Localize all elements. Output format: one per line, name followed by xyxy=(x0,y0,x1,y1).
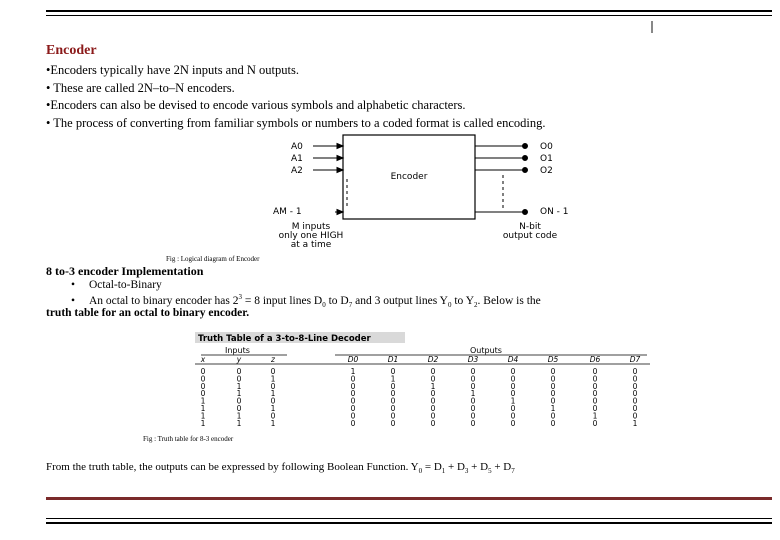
table-cell: 1 xyxy=(236,418,242,427)
paragraph-subscript: 0 xyxy=(418,467,423,476)
table-cell: 0 xyxy=(470,381,476,391)
section-item-1 xyxy=(71,279,162,291)
bullet-list xyxy=(46,62,546,132)
table-cell: 0 xyxy=(390,389,396,399)
table-cell: 0 xyxy=(550,396,556,406)
table-header-cell: D2 xyxy=(427,355,439,364)
section-title: 8 to-3 encoder Implementation xyxy=(46,264,204,278)
table-cell: 0 xyxy=(430,404,436,413)
table-cell: 0 xyxy=(390,411,396,421)
paragraph-subscript: 5 xyxy=(488,467,492,476)
table-cell: 0 xyxy=(592,418,598,427)
table-cell: 0 xyxy=(270,396,276,406)
input-label-am1: AM - 1 xyxy=(273,207,302,217)
table-header-cell: D1 xyxy=(387,355,399,364)
output-label-o2: O2 xyxy=(540,166,553,176)
item2-text: to Y xyxy=(451,294,475,307)
table-cell: 0 xyxy=(430,389,436,399)
table-cell: 0 xyxy=(470,418,476,427)
table-cell: 0 xyxy=(470,404,476,413)
table-group-outputs: Outputs xyxy=(470,346,502,355)
item2-text: to D xyxy=(325,294,349,307)
table-cell: 0 xyxy=(550,367,556,376)
table-cell: 0 xyxy=(390,381,396,391)
table-header-cell: D4 xyxy=(507,355,519,364)
table-cell: 1 xyxy=(236,411,242,421)
table-cell: 0 xyxy=(550,381,556,391)
table-cell: 0 xyxy=(470,411,476,421)
section-item-1-text: Octal-to-Binary xyxy=(89,279,162,291)
table-cell: 0 xyxy=(592,374,598,384)
figure1-caption: Fig : Logical diagram of Encoder xyxy=(166,255,260,263)
table-cell: 0 xyxy=(510,374,516,384)
table-cell: 0 xyxy=(470,367,476,376)
bottom-rule-thin xyxy=(46,518,772,519)
table-cell: 0 xyxy=(592,389,598,399)
paragraph-text: + D xyxy=(445,461,465,473)
item2-text: An octal to binary encoder has 2 xyxy=(89,294,239,307)
table-cell: 0 xyxy=(510,418,516,427)
table-cell: 0 xyxy=(592,404,598,413)
table-cell: 0 xyxy=(200,374,206,384)
table-cell: 0 xyxy=(632,389,638,399)
paragraph-text: + D xyxy=(468,461,489,473)
output-label-o1: O1 xyxy=(540,154,553,164)
table-cell: 0 xyxy=(550,411,556,421)
output-label-o0: O0 xyxy=(540,142,553,152)
top-rule-thin xyxy=(46,15,772,16)
table-cell: 1 xyxy=(200,411,206,421)
table-cell: 0 xyxy=(592,381,598,391)
input-label-a2: A2 xyxy=(291,166,303,176)
item2-subscript: 2 xyxy=(474,301,478,310)
table-cell: 0 xyxy=(510,404,516,413)
table-header-cell: D3 xyxy=(467,355,479,364)
table-cell: 1 xyxy=(270,389,276,399)
table-header-cell: y xyxy=(236,355,242,364)
paragraph-subscript: 3 xyxy=(464,467,469,476)
bullet-item: •Encoders can also be devised to encode various symbols and alphabetic characters. xyxy=(46,98,466,112)
table-cell: 0 xyxy=(270,381,276,391)
item2-text: . Below is the xyxy=(477,294,541,307)
table-cell: 0 xyxy=(632,396,638,406)
table-header-cell: D6 xyxy=(589,355,601,364)
table-cell: 0 xyxy=(200,381,206,391)
top-rule-thick xyxy=(46,10,772,12)
item2-text: = 8 input lines D xyxy=(241,294,323,307)
table-cell: 1 xyxy=(270,404,276,413)
item2-subscript: 0 xyxy=(322,301,326,310)
table-cell: 0 xyxy=(350,411,356,421)
table-cell: 0 xyxy=(350,374,356,384)
table-cell: 0 xyxy=(390,404,396,413)
encoder-block-diagram xyxy=(255,133,575,248)
table-cell: 0 xyxy=(350,396,356,406)
table-cell: 0 xyxy=(270,411,276,421)
table-title: Truth Table of a 3-to-8-Line Decoder xyxy=(198,334,371,344)
table-cell: 1 xyxy=(550,404,556,413)
table-cell: 1 xyxy=(236,389,242,399)
table-cell: 1 xyxy=(510,396,516,406)
table-cell: 0 xyxy=(430,411,436,421)
table-cell: 0 xyxy=(470,396,476,406)
table-cell: 0 xyxy=(236,367,242,376)
table-cell: 0 xyxy=(632,404,638,413)
table-cell: 0 xyxy=(632,381,638,391)
table-cell: 0 xyxy=(236,396,242,406)
paragraph-subscript: 1 xyxy=(441,467,446,476)
table-cell: 0 xyxy=(350,404,356,413)
bullet-item: •Encoders typically have 2N inputs and N outputs. xyxy=(46,63,299,77)
table-cell: 0 xyxy=(350,389,356,399)
table-header-cell: z xyxy=(271,355,275,364)
header-tick-mark xyxy=(651,21,653,33)
table-cell: 1 xyxy=(632,418,638,427)
item2-superscript: 3 xyxy=(238,293,242,301)
table-cell: 1 xyxy=(200,418,206,427)
bottom-rule-thick xyxy=(46,522,772,524)
section-continuation: truth table for an octal to binary encoder. xyxy=(46,307,250,319)
boolean-function-paragraph xyxy=(46,461,515,475)
output-note-line2: output code xyxy=(502,231,558,241)
page-heading: Encoder xyxy=(46,43,97,58)
table-cell: 0 xyxy=(430,374,436,384)
table-cell: 1 xyxy=(200,404,206,413)
table-cell: 0 xyxy=(350,418,356,427)
table-header-cell: x xyxy=(200,355,206,364)
input-note-line1: M inputs xyxy=(291,222,331,232)
table-header-cell: D0 xyxy=(347,355,359,364)
table-cell: 0 xyxy=(592,367,598,376)
table-cell: 0 xyxy=(430,418,436,427)
input-note-line2: only one HIGH xyxy=(278,231,344,241)
table-cell: 1 xyxy=(270,418,276,427)
table-cell: 0 xyxy=(236,374,242,384)
table-cell: 0 xyxy=(550,389,556,399)
item2-subscript: 0 xyxy=(447,301,452,310)
table-cell: 0 xyxy=(632,374,638,384)
table-cell: 0 xyxy=(510,411,516,421)
input-note-line3: at a time xyxy=(290,240,332,248)
table-cell: 0 xyxy=(430,367,436,376)
table-cell: 0 xyxy=(390,367,396,376)
table-cell: 0 xyxy=(390,396,396,406)
paragraph-subscript: 7 xyxy=(511,467,515,476)
table-cell: 0 xyxy=(390,418,396,427)
paragraph-text: + D xyxy=(491,461,512,473)
table-cell: 1 xyxy=(200,396,206,406)
bullet-dot: • xyxy=(71,294,76,307)
table-cell: 0 xyxy=(550,418,556,427)
table-cell: 0 xyxy=(510,381,516,391)
truth-table-figure xyxy=(195,332,655,427)
table-cell: 1 xyxy=(470,389,476,399)
table-cell: 1 xyxy=(592,411,598,421)
table-cell: 1 xyxy=(430,381,436,391)
item2-subscript: 7 xyxy=(348,301,353,310)
bullet-dot: • xyxy=(71,279,76,291)
table-cell: 0 xyxy=(592,396,598,406)
table-cell: 0 xyxy=(236,404,242,413)
table-cell: 1 xyxy=(236,381,242,391)
input-lines xyxy=(313,144,345,215)
paragraph-text: From the truth table, the outputs can be expressed by following Boolean Function. Y xyxy=(46,461,419,473)
paragraph-text: = D xyxy=(422,461,442,473)
table-cell: 0 xyxy=(510,389,516,399)
output-label-on1: ON - 1 xyxy=(540,207,569,217)
table-cell: 1 xyxy=(390,374,396,384)
table-cell: 0 xyxy=(470,374,476,384)
table-cell: 1 xyxy=(270,374,276,384)
figure2-caption: Fig : Truth table for 8-3 encoder xyxy=(143,435,234,443)
table-cell: 0 xyxy=(350,381,356,391)
item2-text: and 3 output lines Y xyxy=(352,294,448,307)
table-header-cell: D7 xyxy=(629,355,641,364)
output-note-line1: N-bit xyxy=(519,222,541,232)
input-label-a1: A1 xyxy=(291,154,303,164)
table-header-cell: D5 xyxy=(547,355,559,364)
table-cell: 1 xyxy=(350,367,356,376)
bullet-item: • The process of converting from familiar symbols or numbers to a coded format is called encoding. xyxy=(46,115,546,130)
output-lines xyxy=(475,144,528,215)
bottom-rule-colored xyxy=(46,497,772,500)
bullet-item: • These are called 2N–to–N encoders. xyxy=(46,80,235,95)
table-cell: 0 xyxy=(430,396,436,406)
table-cell: 0 xyxy=(632,367,638,376)
encoder-block-label: Encoder xyxy=(390,172,428,182)
table-cell: 0 xyxy=(200,367,206,376)
table-cell: 0 xyxy=(270,367,276,376)
table-cell: 0 xyxy=(510,367,516,376)
input-label-a0: A0 xyxy=(291,142,303,152)
table-group-inputs: Inputs xyxy=(225,346,250,355)
table-cell: 0 xyxy=(200,389,206,399)
table-cell: 0 xyxy=(550,374,556,384)
table-cell: 0 xyxy=(632,411,638,421)
